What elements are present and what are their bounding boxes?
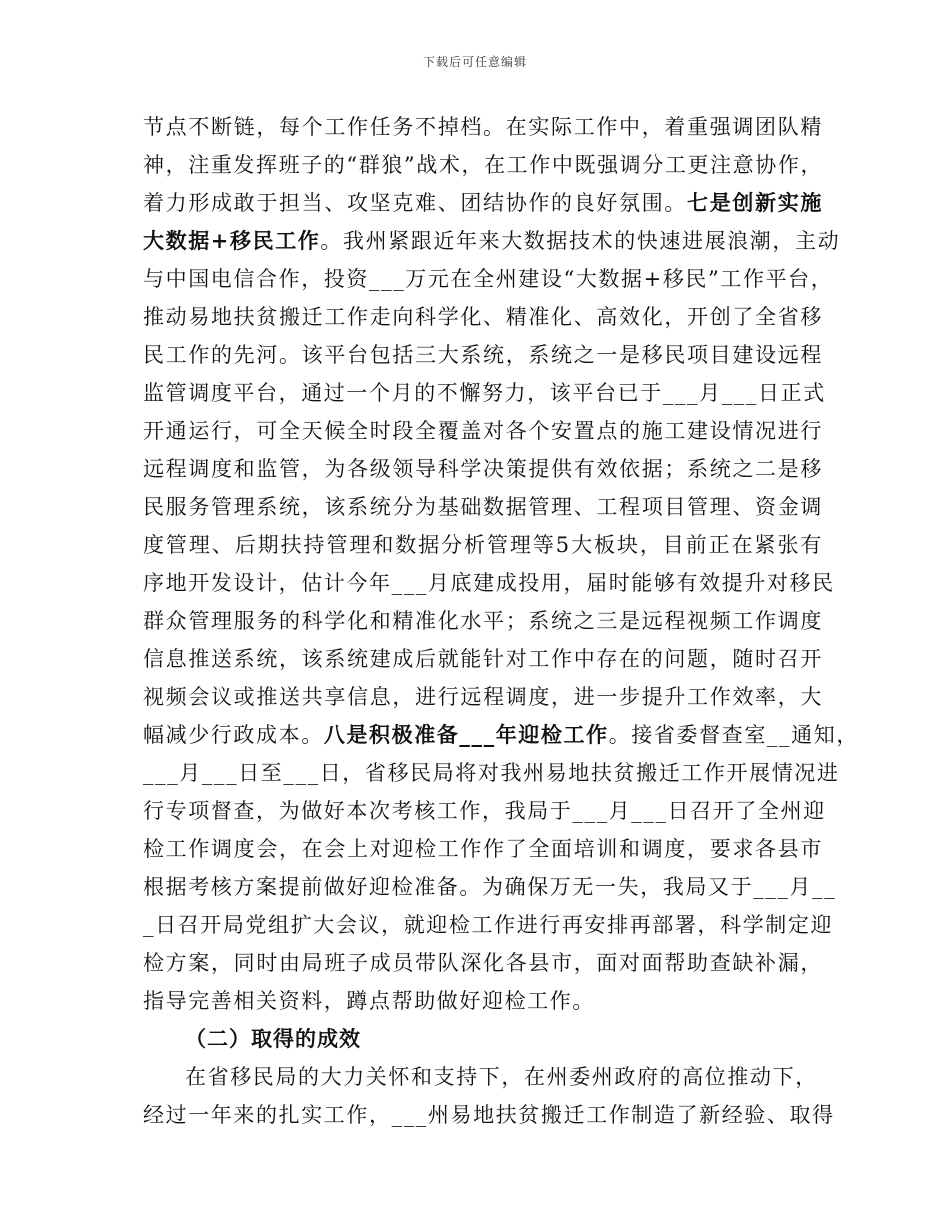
- text-line: 民服务管理系统，该系统分为基础数据管理、工程项目管理、资金调: [143, 495, 823, 519]
- document-body: [143, 108, 859, 1134]
- text-line: 序地开发设计，估计今年___月底建成投用，届时能够有效提升对移民: [143, 571, 835, 595]
- page-header: 下载后可任意编辑: [422, 55, 527, 69]
- text-run: 着力形成敢于担当、攻坚克难、团结协作的良好氛围。: [143, 191, 688, 215]
- text-line: 监管调度平台，通过一个月的不懈努力，该平台已于___月___日正式: [143, 381, 826, 405]
- text-line: 检工作调度会，在会上对迎检工作作了全面培训和调度，要求各县市: [143, 837, 823, 861]
- text-line: 远程调度和监管，为各级领导科学决策提供有效依据；系统之二是移: [143, 457, 823, 481]
- text-run: 。我州紧跟近年来大数据技术的快速进展浪潮，主动: [320, 229, 841, 253]
- text-run: 。接省委督查室__通知，: [608, 723, 859, 747]
- text-line: [143, 184, 823, 222]
- text-line: 度管理、后期扶持管理和数据分析管理等5大板块，目前正在紧张有: [143, 533, 823, 557]
- bold-run: 七是创新实施: [687, 190, 823, 215]
- text-line: 根据考核方案提前做好迎检准备。为确保万无一失，我局又于___月__: [143, 875, 837, 899]
- text-line: 行专项督查，为做好本次考核工作，我局于___月___日召开了全州迎: [143, 799, 826, 823]
- text-line: _日召开局党组扩大会议，就迎检工作进行再安排再部署，科学制定迎: [143, 913, 834, 937]
- text-line: 节点不断链，每个工作任务不掉档。在实际工作中，着重强调团队精: [143, 115, 823, 139]
- text-line: 群众管理服务的科学化和精准化水平；系统之三是远程视频工作调度: [143, 609, 823, 633]
- section-heading: （二）取得的成效: [185, 1026, 361, 1051]
- text-line: 民工作的先河。该平台包括三大系统，系统之一是移民项目建设远程: [143, 343, 823, 367]
- text-line: ___月___日至___日，省移民局将对我州易地扶贫搬迁工作开展情况进: [143, 761, 840, 785]
- bold-run: 大数据+移民工作: [143, 228, 321, 253]
- text-line: 神，注重发挥班子的“群狼”战术，在工作中既强调分工更注意协作，: [143, 153, 824, 177]
- text-line: [143, 222, 841, 260]
- text-line: 经过一年来的扎实工作，___州易地扶贫搬迁工作制造了新经验、取得: [143, 1103, 835, 1127]
- text-line: 与中国电信合作，投资___万元在全州建设“大数据+移民”工作平台，: [143, 267, 834, 291]
- bold-run: 八是积极准备___年迎检工作: [323, 722, 609, 747]
- text-line: 开通运行，可全天候全时段全覆盖对各个安置点的施工建设情况进行: [143, 419, 823, 443]
- text-line: 推动易地扶贫搬迁工作走向科学化、精准化、高效化，开创了全省移: [143, 305, 823, 329]
- text-line: 在省移民局的大力关怀和支持下，在州委州政府的高位推动下，: [185, 1065, 818, 1089]
- text-run: 幅减少行政成本。: [143, 723, 324, 747]
- text-line: 视频会议或推送共享信息，进行远程调度，进一步提升工作效率，大: [143, 685, 823, 709]
- text-line: 信息推送系统，该系统建成后就能针对工作中存在的问题，随时召开: [143, 647, 823, 671]
- text-line: 指导完善相关资料，蹲点帮助做好迎检工作。: [143, 989, 595, 1013]
- text-line: 检方案，同时由局班子成员带队深化各县市，面对面帮助查缺补漏，: [143, 951, 823, 975]
- text-line: [143, 716, 859, 754]
